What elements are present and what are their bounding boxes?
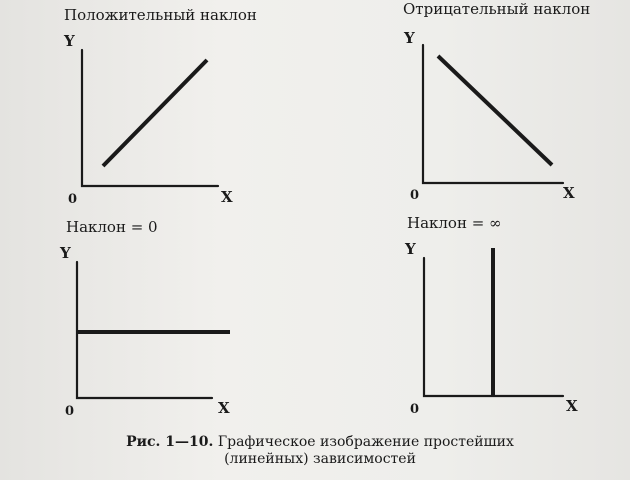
x-axis-label-negative: X (563, 184, 575, 202)
y-axis-label-zero: Y (60, 244, 71, 262)
origin-label-infinite: 0 (410, 402, 420, 417)
origin-label-positive: 0 (68, 192, 78, 207)
caption-line-1: Графическое изображение простейших (213, 434, 514, 450)
x-axis-label-positive: X (221, 188, 233, 206)
line-positive-slope (103, 60, 207, 166)
caption-line-2: (линейных) зависимостей (224, 451, 416, 467)
x-axis-label-zero: X (218, 399, 230, 417)
y-axis-label-negative: Y (404, 29, 415, 47)
figure-caption (120, 434, 520, 468)
origin-label-zero: 0 (65, 404, 75, 419)
axes-negative-slope (423, 45, 563, 183)
y-axis-label-infinite: Y (405, 240, 416, 258)
panel-title-positive-slope: Положительный наклон (64, 6, 257, 24)
panel-title-zero-slope: Наклон = 0 (66, 218, 158, 236)
y-axis-label-positive: Y (64, 32, 75, 50)
figure-number: Рис. 1—10. (126, 434, 214, 450)
panel-title-infinite-slope: Наклон = ∞ (407, 214, 502, 232)
line-negative-slope (438, 56, 552, 165)
x-axis-label-infinite: X (566, 397, 578, 415)
panel-title-negative-slope: Отрицательный наклон (403, 0, 591, 18)
origin-label-negative: 0 (410, 188, 420, 203)
